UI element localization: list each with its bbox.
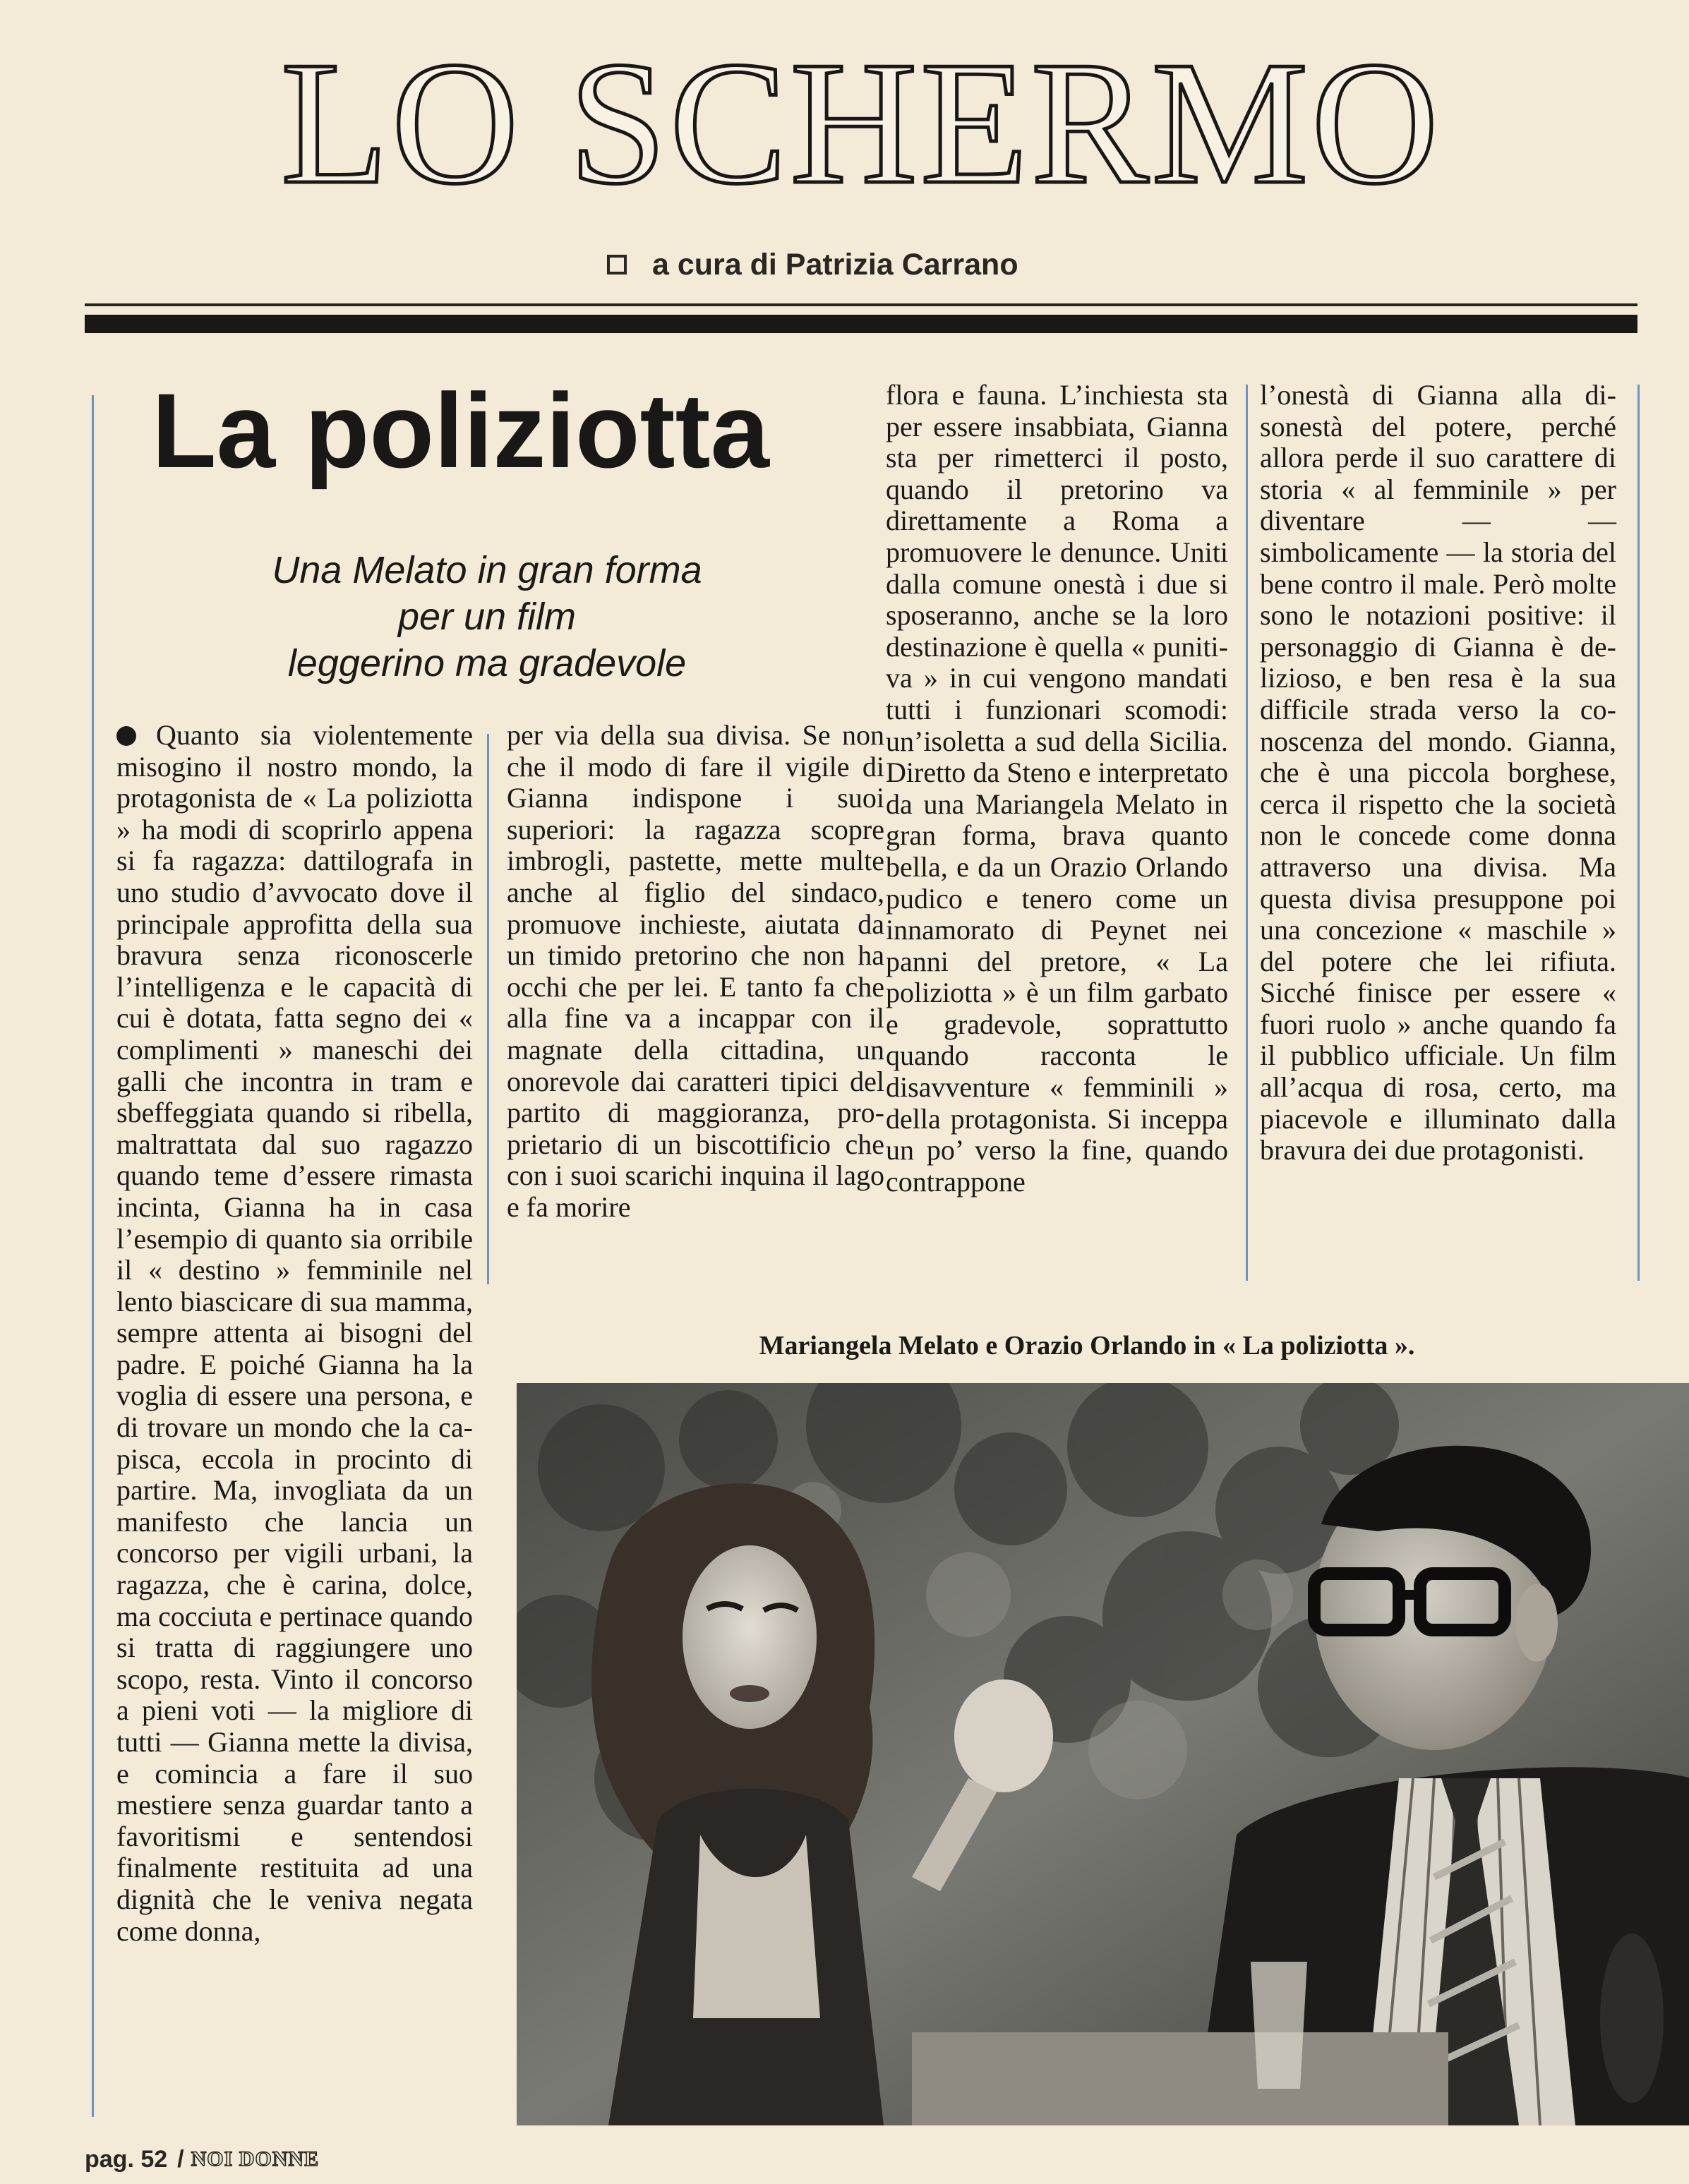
column-4-text: l’onestà di Gianna alla disonestà del potere, perché allora perde il suo carattere di storia « al femminile » per diventare — — simbolicamente — la storia del bene contro il male. Però molte sono le notazioni positive: il personaggio di Gianna è delizioso, e ben resa è la sua difficile strada verso la conoscenza del mondo. Gianna, che è una piccola borghese, cerca il rispetto che la società non le concede come donna attraverso una divisa. Ma questa divisa presuppone poi una concezione « maschile » del potere che lei rifiuta. Sicché finisce per essere « fuori ruolo » anche quando fa il pubblico ufficiale. Un film all’acqua di rosa, certo, ma piacevole e illuminato dalla bravura dei due protagonisti. bbox=[1260, 379, 1616, 1166]
byline bbox=[607, 243, 1172, 286]
subtitle-line: leggerino ma gradevole bbox=[287, 642, 687, 684]
page-footer bbox=[85, 2145, 319, 2173]
byline-text: a cura di Patrizia Carrano bbox=[652, 247, 1018, 282]
article-column-3 bbox=[886, 380, 1228, 1197]
header-rule-thin bbox=[85, 303, 1637, 306]
column-2-text: per via della sua divisa. Se non che il modo di fare il vigile di Gianna indispone i suoi superiori: la ragazza scopre imbrogli, pastette, mette multe anche al figlio del sindaco, promuove inchieste, aiutata da un timido pretorino che non ha occhi che per lei. E tanto fa che alla fine va a incappar con il magnate della cittadina, un onorevole dai caratteri tipici del partito di maggioranza, proprietario di un biscottificio che con i suoi scarichi inquina il lago e fa morire bbox=[507, 719, 884, 1223]
square-icon bbox=[607, 255, 627, 274]
article-column-1 bbox=[116, 720, 473, 1947]
column-rule bbox=[92, 395, 94, 2117]
masthead-title: LO SCHERMO bbox=[280, 25, 1442, 221]
article-subtitle bbox=[141, 547, 833, 687]
article-column-4 bbox=[1260, 380, 1616, 1166]
column-rule bbox=[1246, 385, 1248, 1281]
header-rule-thick bbox=[85, 315, 1637, 333]
page-number: pag. 52 bbox=[85, 2145, 168, 2173]
magazine-logo: NOI DONNE bbox=[191, 2147, 320, 2171]
article-headline: La poliziotta bbox=[152, 371, 769, 490]
subtitle-line: per un film bbox=[397, 596, 577, 638]
column-rule bbox=[1637, 385, 1640, 1281]
column-rule bbox=[487, 734, 489, 1284]
article-column-2 bbox=[507, 720, 884, 1224]
bullet-icon bbox=[116, 726, 136, 746]
photo-caption: Mariangela Melato e Orazio Orlando in « La poliziotta ». bbox=[759, 1331, 1415, 1361]
column-3-text: flora e fauna. L’inchiesta sta per essere insabbiata, Gianna sta per rimetterci il posto, quando il pretorino va direttamente a Roma a promuovere le denunce. Uniti dalla comune onestà i due si sposeranno, anche se la loro destinazione è quella « punitiva » in cui vengono mandati tutti i funzionari scomodi: un’isoletta a sud della Sicilia. Diretto da Steno e interpretato da una Mariangela Melato in gran forma, brava quanto bella, e da un Orazio Orlando pudico e tenero come un innamorato di Peynet nei panni del pretore, « La poliziotta » è un film garbato e gradevole, soprattutto quando racconta le disavventure « femminili » della protagonista. Si inceppa un po’ verso la fine, quando contrappone bbox=[886, 379, 1228, 1197]
film-still-illustration bbox=[517, 1383, 1689, 2125]
subtitle-line: Una Melato in gran forma bbox=[272, 549, 702, 591]
column-1-text: Quanto sia violentemente misogino il nostro mondo, la protagonista de « La poliziotta » ha modi di scoprirlo appena si fa ragazza: dattilografa in uno studio d’avvocato dove il principale approfitta della sua bravura senza riconoscerle l’intelligenza e le capacità di cui è dotata, fatta segno dei « complimenti » maneschi dei galli che incontra in tram e sbeffeggiata quando si ribella, maltrattata dal suo ragazzo quando teme d’essere rimasta incinta, Gianna ha in casa l’esempio di quanto sia orribile il « destino » femminile nel lento biascicare di sua mamma, sempre attenta ai bisogni del padre. E poiché Gianna ha la voglia di essere una persona, e di trovare un mondo che la capisca, eccola in procinto di partire. Ma, invogliata da un manifesto che lancia un concorso per vigili urbani, la ragazza, che è carina, dolce, ma cocciuta e pertinace quando si tratta di raggiungere uno scopo, resta. Vinto il concorso a pieni voti — la migliore di tutti — Gianna mette la divisa, e comincia a fare il suo mestiere senza guardar tanto a favoritismi e sentendosi finalmente restituita ad una dignità che le veniva negata come donna, bbox=[116, 719, 473, 1947]
film-still-photo bbox=[517, 1383, 1689, 2125]
footer-separator: / bbox=[177, 2145, 184, 2173]
